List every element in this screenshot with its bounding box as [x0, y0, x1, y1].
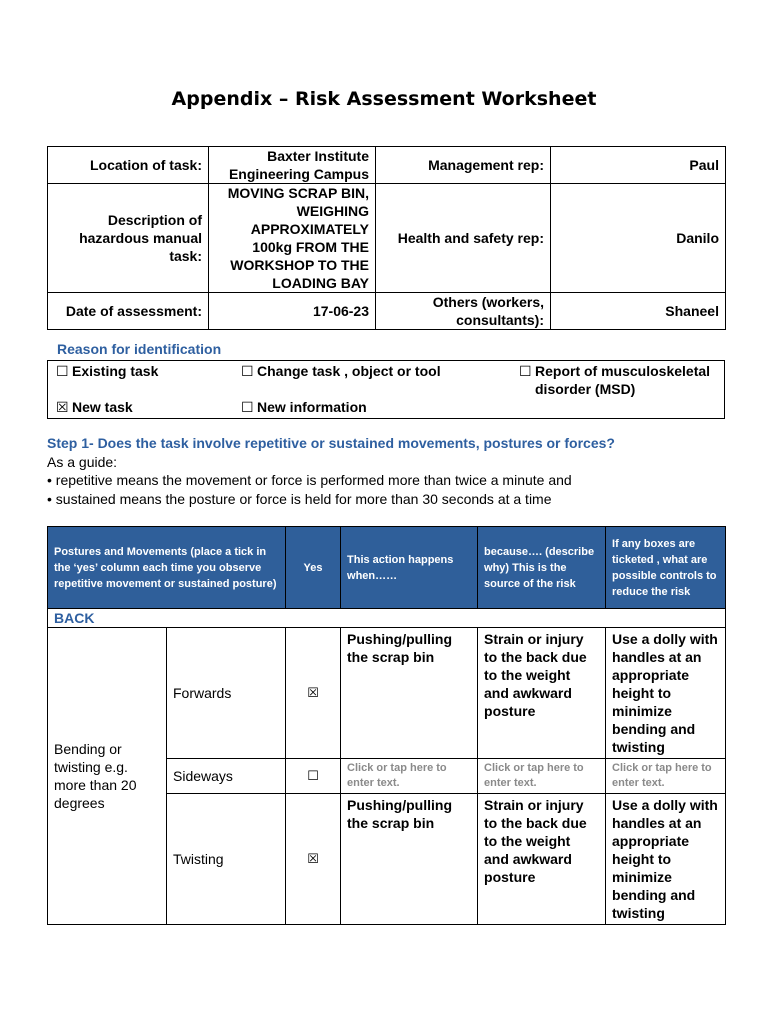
reason-option-new-task[interactable]	[56, 398, 133, 416]
management-value[interactable]: Paul	[551, 147, 726, 184]
date-label: Date of assessment:	[48, 293, 209, 330]
others-label: Others (workers, consultants):	[376, 293, 551, 330]
reason-options	[47, 360, 725, 419]
location-label: Location of task:	[48, 147, 209, 184]
header-when: This action happens when……	[341, 527, 478, 609]
hs-value[interactable]: Danilo	[551, 184, 726, 293]
postures-table	[47, 526, 726, 925]
yes-checkbox-sideways[interactable]: ☐	[286, 759, 341, 794]
reason-option-change-task[interactable]	[241, 362, 441, 380]
reason-option-label: Report of musculoskeletal disorder (MSD)	[535, 363, 711, 397]
step1-heading: Step 1- Does the task involve repetitive or sustained movements, postures or forces?	[47, 435, 615, 451]
because-forwards[interactable]: Strain or injury to the back due to the weight and awkward posture	[478, 628, 606, 759]
date-value[interactable]: 17-06-23	[209, 293, 376, 330]
header-controls: If any boxes are ticketed , what are possible controls to reduce the risk	[606, 527, 726, 609]
reason-heading: Reason for identification	[57, 341, 222, 357]
others-value[interactable]: Shaneel	[551, 293, 726, 330]
reason-option-label: New information	[257, 399, 367, 415]
location-value[interactable]: Baxter Institute Engineering Campus	[209, 147, 376, 184]
checkbox-icon[interactable]: ☐	[56, 363, 69, 379]
description-label: Description of hazardous manual task:	[48, 184, 209, 293]
reason-option-label: Existing task	[72, 363, 159, 379]
because-sideways-placeholder[interactable]: Click or tap here to enter text.	[478, 759, 606, 794]
group-label-bending: Bending or twisting e.g. more than 20 degrees	[48, 628, 167, 925]
guide-bullet-sustained: • sustained means the posture or force is held for more than 30 seconds at a time	[47, 491, 552, 507]
checkbox-icon[interactable]: ☐	[241, 363, 254, 379]
yes-checkbox-forwards[interactable]: ☒	[286, 628, 341, 759]
header-postures: Postures and Movements (place a tick in the ‘yes’ column each time you observe repetitive movement or sustained posture)	[48, 527, 286, 609]
reason-option-report-msd[interactable]	[519, 362, 719, 398]
header-yes: Yes	[286, 527, 341, 609]
task-info-table	[47, 146, 726, 330]
description-value[interactable]: MOVING SCRAP BIN, WEIGHING APPROXIMATELY 100kg FROM THE WORKSHOP TO THE LOADING BAY	[209, 184, 376, 293]
when-forwards[interactable]: Pushing/pulling the scrap bin	[341, 628, 478, 759]
management-label: Management rep:	[376, 147, 551, 184]
guide-bullet-repetitive: • repetitive means the movement or force is performed more than twice a minute and	[47, 472, 572, 488]
controls-twisting[interactable]: Use a dolly with handles at an appropriate height to minimize bending and twisting	[606, 794, 726, 925]
checkbox-checked-icon[interactable]: ☒	[56, 399, 69, 415]
checkbox-icon[interactable]: ☐	[519, 363, 532, 379]
movement-forwards: Forwards	[167, 628, 286, 759]
header-because: because…. (describe why) This is the source of the risk	[478, 527, 606, 609]
when-twisting[interactable]: Pushing/pulling the scrap bin	[341, 794, 478, 925]
reason-option-label: Change task , object or tool	[257, 363, 441, 379]
because-twisting[interactable]: Strain or injury to the back due to the weight and awkward posture	[478, 794, 606, 925]
guide-intro: As a guide:	[47, 454, 118, 470]
movement-twisting: Twisting	[167, 794, 286, 925]
controls-sideways-placeholder[interactable]: Click or tap here to enter text.	[606, 759, 726, 794]
movement-sideways: Sideways	[167, 759, 286, 794]
checkbox-icon[interactable]: ☐	[241, 399, 254, 415]
page-title: Appendix – Risk Assessment Worksheet	[171, 88, 597, 110]
reason-option-label: New task	[72, 399, 133, 415]
reason-option-new-information[interactable]	[241, 398, 367, 416]
hs-label: Health and safety rep:	[376, 184, 551, 293]
when-sideways-placeholder[interactable]: Click or tap here to enter text.	[341, 759, 478, 794]
reason-option-existing-task[interactable]	[56, 362, 158, 380]
yes-checkbox-twisting[interactable]: ☒	[286, 794, 341, 925]
controls-forwards[interactable]: Use a dolly with handles at an appropriate height to minimize bending and twisting	[606, 628, 726, 759]
section-back: BACK	[48, 609, 726, 628]
